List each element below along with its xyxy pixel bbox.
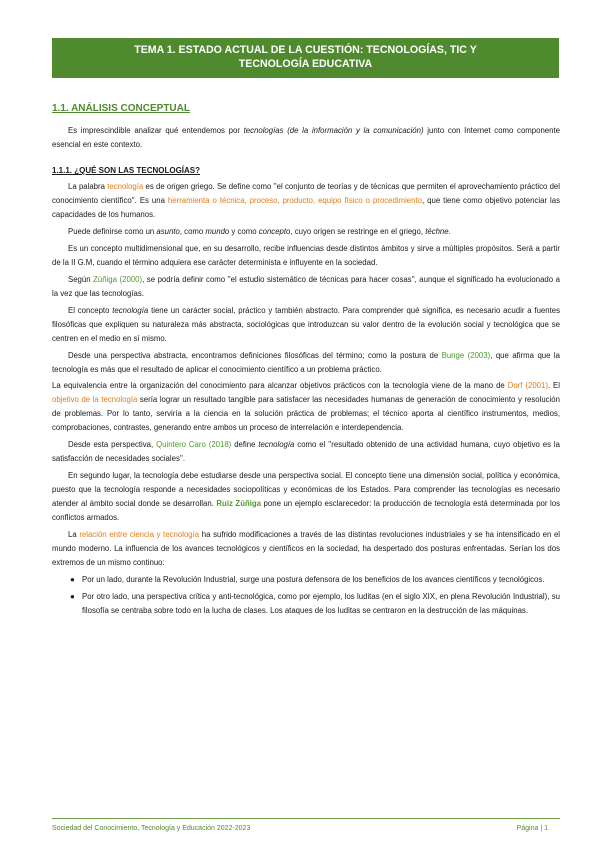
text-run: La — [68, 530, 80, 539]
text-run: pone un ejemplo esclarecedor: la producción de tecnología está determinada por los conflictos armados. — [52, 499, 560, 522]
italic-term: asunto — [156, 227, 180, 236]
italic-term: tecnología — [258, 440, 295, 449]
citation-link[interactable]: Zúñiga (2000) — [93, 275, 143, 284]
paragraph-7 — [52, 379, 560, 435]
text-run: ha sufrido modificaciones a través de las distintas revoluciones industriales y se ha intensificado en el mundo moderno. La influencia de los avances tecnológicos y científicos en la sociedad, ha despertado dos posturas enfrentadas. Serían los dos extremos de un mismo continuo: — [52, 530, 561, 567]
text-run: tiene un carácter social, práctico y también abstracto. Para comprender qué significa, es necesario acudir a fuentes filosóficas que expliquen su naturaleza más abstracta, sociológicas que introduzcan su valor dentro de la evolución social y tecnológica que se centren en el medio en sí mismo. — [52, 306, 560, 343]
text-run: y como — [229, 227, 259, 236]
citation-link[interactable]: Ruiz Zúñiga — [216, 499, 261, 508]
citation-link[interactable]: Dorf (2001) — [507, 381, 548, 390]
paragraph-2 — [52, 225, 560, 239]
text-run: junto con Internet como componente esencial en este contexto. — [52, 126, 560, 149]
highlight-term: herramienta o técnica, proceso, producto, equipo físico o procedimiento — [167, 196, 422, 205]
text-run: Es imprescindible analizar qué entendemos por — [68, 126, 244, 135]
list-item-text: Por otro lado, una perspectiva crítica y anti-tecnológica, como por ejemplo, los luditas (en el siglo XIX, en plena Revolución Industrial), su filosofía se centraba sobre todo en la lucha de clases. Los ataques de los luditas se centraron en la destrucción de las máquinas. — [82, 592, 560, 615]
text-run: es de origen griego. Se define como ''el conjunto de teorías y de técnicas que permiten el aprovechamiento práctico del conocimiento científico''. Es una — [52, 182, 561, 205]
paragraph-4 — [52, 273, 560, 301]
italic-term: concepto — [258, 227, 291, 236]
chapter-title-banner — [52, 38, 559, 78]
citation-link[interactable]: Bunge (2003) — [441, 351, 491, 360]
text-run: define — [231, 440, 259, 449]
chapter-title-line-2: TECNOLOGÍA EDUCATIVA — [238, 58, 373, 70]
text-run: El concepto — [68, 306, 113, 315]
footer-course-name: Sociedad del Conocimiento, Tecnología y Educación 2022-2023 — [52, 825, 251, 832]
list-item — [52, 590, 560, 618]
text-run: . — [448, 227, 451, 236]
text-run: Desde esta perspectiva, — [68, 440, 157, 449]
italic-term: tecnología — [112, 306, 149, 315]
paragraph-8 — [52, 438, 560, 466]
text-run: La palabra — [68, 182, 108, 191]
text-run: , que tiene como objetivo potenciar las capacidades de los humanos. — [52, 196, 561, 219]
text-run: , como — [179, 227, 206, 236]
text-run: como el ''resultado obtenido de una actividad humana, cuyo objetivo es la satisfacción de necesidades sociales''. — [52, 440, 561, 463]
text-run: . El — [547, 381, 560, 390]
page-footer — [52, 818, 560, 832]
text-run: Según — [68, 275, 94, 284]
text-run: , que afirma que la tecnología es más que el resultado de aplicar el conocimiento científico a un problema práctico. — [52, 351, 560, 374]
text-run: Desde una perspectiva abstracta, encontramos definiciones filosóficas del término; como la postura de — [68, 351, 442, 360]
highlight-term: objetivo de la tecnología — [52, 395, 138, 404]
italic-term: téchne — [425, 227, 449, 236]
chapter-title-line-1: TEMA 1. ESTADO ACTUAL DE LA CUESTIÓN: TECNOLOGÍAS, TIC Y — [134, 44, 477, 56]
highlight-term: tecnología — [107, 182, 144, 191]
bullet-icon: ● — [70, 592, 75, 601]
citation-link[interactable]: Quintero Caro (2018) — [156, 440, 232, 449]
paragraph-3: Es un concepto multidimensional que, en su desarrollo, recibe influencias desde distintos ámbitos y sirve a múltiples propósitos. Será a partir de la II G.M, cuando el término adquiera ese carácter determinista e influyente en la sociedad. — [52, 244, 560, 267]
bullet-icon: ● — [70, 575, 75, 584]
paragraph-5 — [52, 304, 560, 346]
paragraph-1 — [52, 180, 560, 222]
text-run: Puede definirse como un — [68, 227, 157, 236]
text-run: sería lograr un resultado tangible para satisfacer las necesidades humanas de generación de conocimiento y resolución de problemas. Por lo tanto, serviría a la ciencia en la solución práctica de problemas; el técnico aporta al científico instrumentos, medios, comprobaciones, contrastes, generando entre ambos un proceso de interrelación e interdependencia. — [52, 395, 560, 432]
list-item-text: Por un lado, durante la Revolución Industrial, surge una postura defensora de los beneficios de los avances científicos y tecnológicos. — [82, 575, 545, 584]
section-title: 1.1. ANÁLISIS CONCEPTUAL — [52, 103, 190, 114]
section-intro-paragraph — [52, 124, 560, 152]
text-run: En segundo lugar, la tecnología debe estudiarse desde una perspectiva social. El concepto tiene una dimensión social, política y económica, puesto que la tecnología responde a necesidades sociopolíticas y económicas de los Estados. Para comprender las tecnologías es necesario atender al ámbito social donde se desarrollan. — [52, 471, 560, 508]
italic-term: mundo — [205, 227, 230, 236]
italic-term: tecnologías (de la información y la comunicación) — [243, 126, 424, 135]
paragraph-6 — [52, 349, 560, 377]
paragraph-9 — [52, 469, 560, 525]
bullet-list — [52, 573, 560, 618]
footer-page-number: Página | 1 — [516, 825, 548, 832]
document-body — [52, 102, 560, 621]
subsection-title: 1.1.1. ¿QUÉ SON LAS TECNOLOGÍAS? — [52, 166, 201, 175]
text-run: , se podría definir como ''el estudio sistemático de técnicas para hacer cosas'', aunque el significado ha evolucionado a la vez que las tecnologías. — [52, 275, 560, 298]
highlight-term: relación entre ciencia y tecnología — [79, 530, 200, 539]
text-run: , cuyo origen se restringe en el griego, — [290, 227, 426, 236]
text-run: La equivalencia entre la organización del conocimiento para alcanzar objetivos prácticos con la tecnología viene de la mano de — [52, 381, 508, 390]
paragraph-10 — [52, 528, 560, 570]
list-item — [52, 573, 560, 587]
